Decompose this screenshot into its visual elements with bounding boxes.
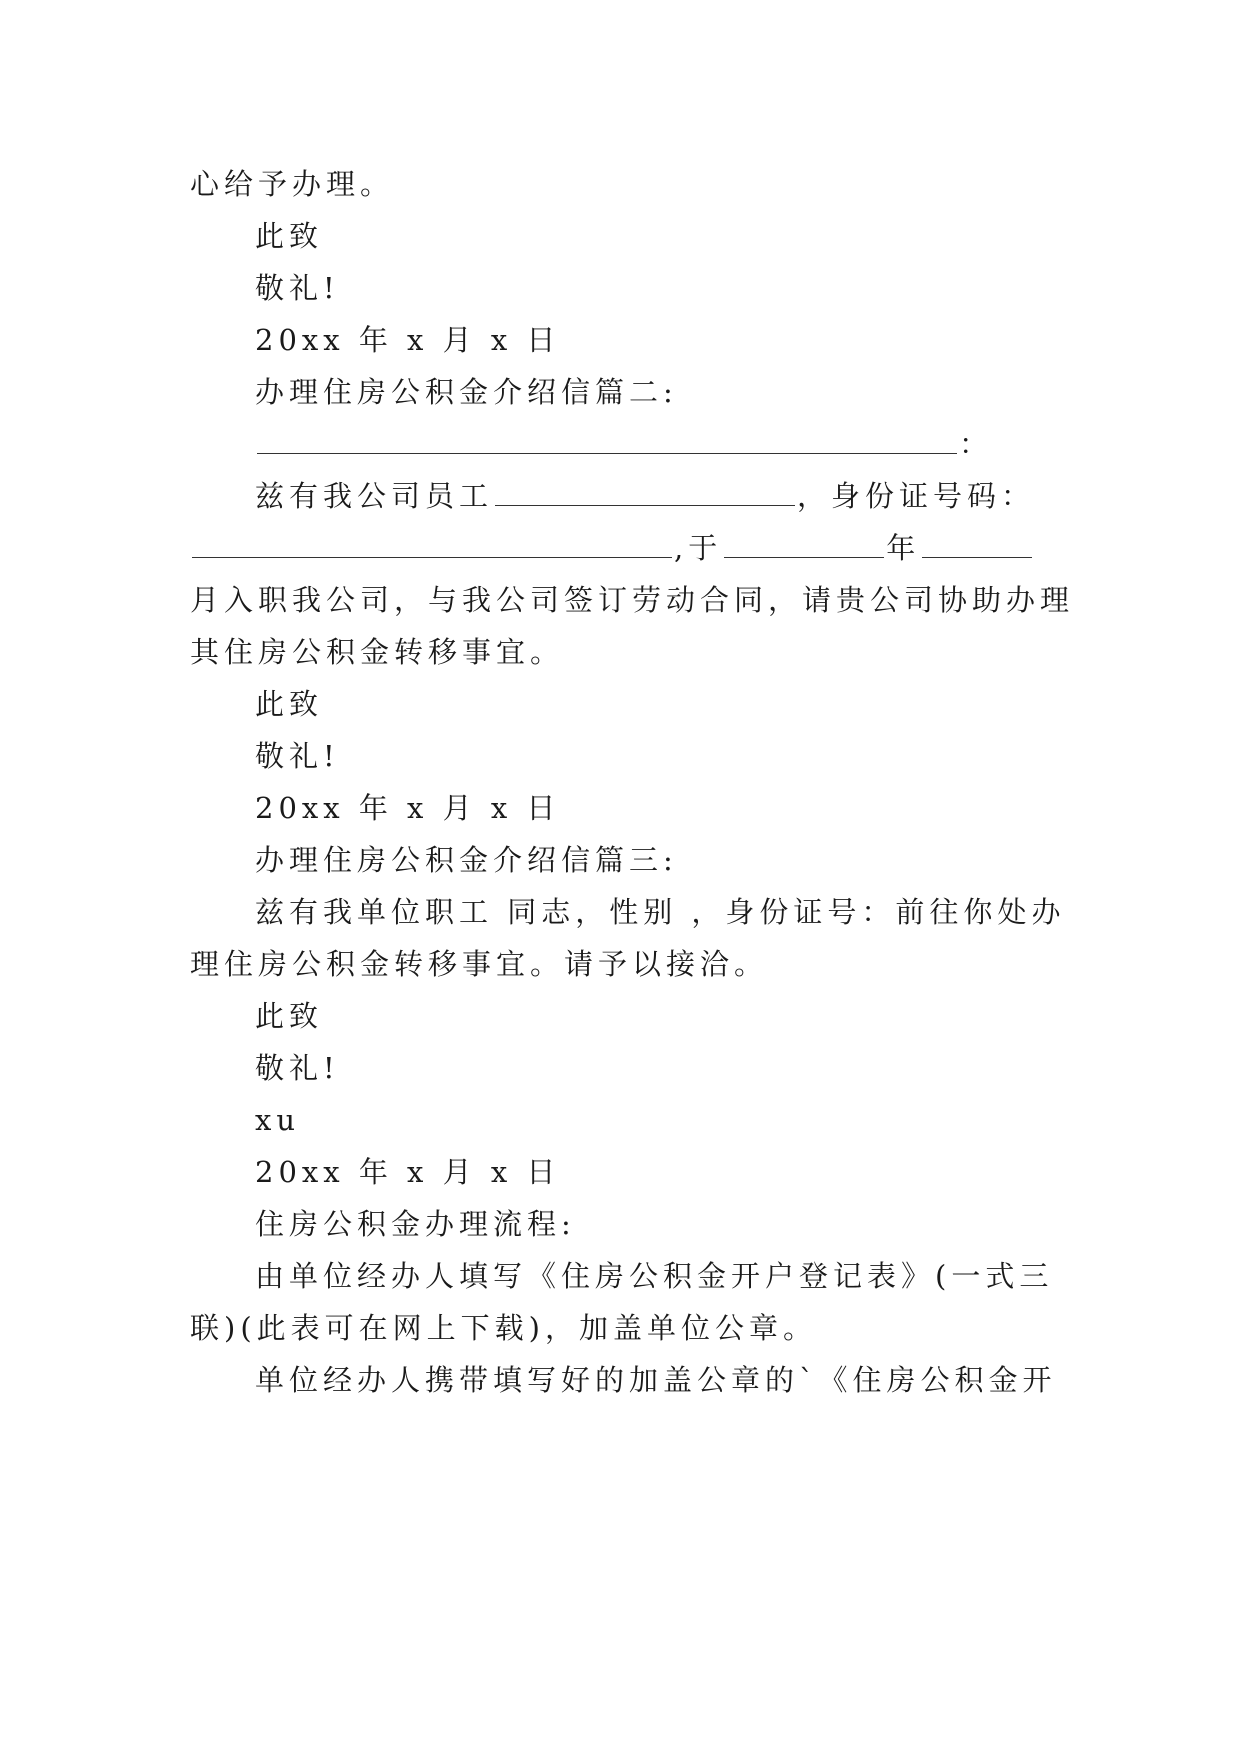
signature-line: xu — [255, 1103, 301, 1137]
paragraph-line: 心给予办理。 — [190, 167, 395, 201]
paragraph-line: 理住房公积金转移事宜。请予以接洽。 — [190, 947, 769, 981]
salutation-line: 敬礼! — [255, 271, 340, 305]
section-heading: 住房公积金办理流程: — [255, 1207, 576, 1241]
paragraph-line: 兹有我单位职工 同志，性别 ，身份证号：前往你处办 — [255, 895, 1066, 929]
paragraph-line: 由单位经办人填写《住房公积金开户登记表》(一式三 — [255, 1259, 1054, 1293]
fill-blank — [922, 529, 1032, 558]
addressee-line — [255, 415, 1055, 473]
fill-blank — [724, 529, 884, 558]
section-heading: 办理住房公积金介绍信篇三: — [255, 843, 678, 877]
date-line: 20xx 年 x 月 x 日 — [255, 1155, 561, 1189]
paragraph-line — [255, 467, 1055, 525]
section-heading: 办理住房公积金介绍信篇二: — [255, 375, 678, 409]
text-segment: 兹有我公司员工 — [255, 479, 494, 513]
fill-blank — [257, 425, 957, 454]
paragraph-line — [190, 519, 1050, 577]
paragraph-line: 单位经办人携带填写好的加盖公章的`《住房公积金开 — [255, 1363, 1057, 1397]
date-line: 20xx 年 x 月 x 日 — [255, 791, 561, 825]
paragraph-line: 联)(此表可在网上下载)，加盖单位公章。 — [190, 1311, 817, 1345]
salutation-line: 敬礼! — [255, 739, 340, 773]
paragraph-line: 其住房公积金转移事宜。 — [190, 635, 565, 669]
salutation-line: 敬礼! — [255, 1051, 340, 1085]
fill-blank — [495, 477, 795, 506]
salutation-line: 此致 — [255, 687, 324, 721]
paragraph-line: 月入职我公司，与我公司签订劳动合同，请贵公司协助办理 — [190, 583, 1075, 617]
text-segment: ，身份证号码： — [797, 479, 1036, 513]
fill-blank — [192, 529, 672, 558]
text-segment: 年 — [886, 531, 921, 565]
colon-text: ： — [959, 427, 994, 461]
salutation-line: 此致 — [255, 219, 324, 253]
date-line: 20xx 年 x 月 x 日 — [255, 323, 561, 357]
salutation-line: 此致 — [255, 999, 324, 1033]
text-segment: ,于 — [674, 531, 723, 565]
